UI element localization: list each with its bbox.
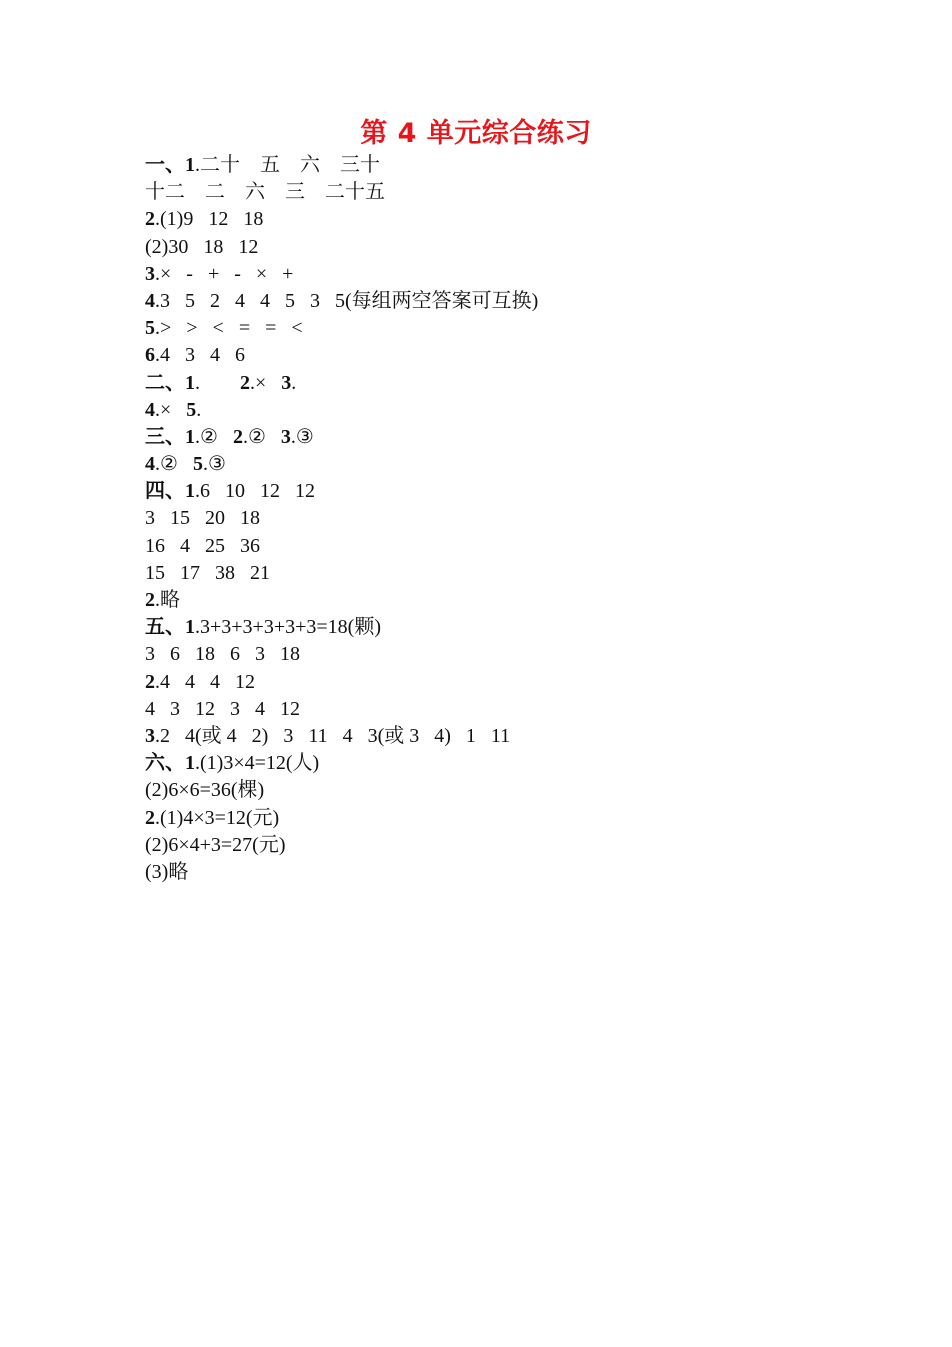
answer-line — [145, 152, 845, 179]
answer-label: 2 — [145, 806, 155, 829]
answer-label: 2 — [232, 425, 243, 448]
answer-label: 4 — [145, 398, 155, 421]
answer-text: .② — [242, 425, 281, 448]
answer-text: (3)略 — [145, 860, 189, 883]
answer-line — [145, 641, 845, 668]
answer-label: 3 — [145, 262, 155, 285]
answer-line — [145, 614, 845, 641]
answer-label: 5 — [186, 398, 197, 421]
answer-line — [145, 560, 845, 587]
answer-text: . — [196, 398, 202, 421]
answer-text: 16 4 25 36 — [145, 534, 260, 557]
answer-line — [145, 669, 845, 696]
answer-text: .二十 五 六 三十 — [195, 154, 380, 176]
answer-text: (2)6×6=36(棵) — [145, 779, 265, 802]
answer-label: 3 — [281, 371, 292, 394]
answer-label: 二、1 — [145, 371, 195, 394]
answer-label: 4 — [145, 453, 155, 476]
answer-line — [145, 832, 845, 859]
answer-text: .4 3 4 6 — [155, 344, 245, 367]
answer-text: .③ — [290, 425, 314, 448]
answer-line — [145, 805, 845, 832]
answer-label: 2 — [145, 589, 155, 611]
answer-line — [145, 342, 845, 369]
answer-text: .4 4 4 12 — [155, 670, 255, 693]
answer-text: .(1)3×4=12(人) — [195, 752, 320, 775]
answer-text: .2 4(或 4 2) 3 11 4 3(或 3 4) 1 11 — [155, 724, 511, 747]
answer-line — [145, 533, 845, 560]
answer-line — [145, 261, 845, 288]
answer-text: .② — [155, 453, 193, 476]
answer-line — [145, 288, 845, 315]
answer-text: .> > < = = < — [155, 317, 303, 340]
answer-line — [145, 478, 845, 505]
answer-line — [145, 723, 845, 750]
answer-line — [145, 370, 845, 397]
answer-label: 4 — [145, 289, 155, 312]
answer-text: (2)30 18 12 — [145, 235, 259, 258]
answer-text: .6 10 12 12 — [195, 480, 315, 503]
answer-text: 3 15 20 18 — [145, 507, 260, 530]
answer-label: 2 — [145, 670, 155, 693]
answer-line — [145, 206, 845, 233]
answer-text: . — [291, 371, 297, 394]
answer-text: 3 6 18 6 3 18 — [145, 643, 300, 666]
answer-text: .× — [250, 371, 282, 394]
answer-label: 3 — [145, 724, 155, 747]
answer-text: (2)6×4+3=27(元) — [145, 833, 286, 856]
answer-text: .(1)4×3=12(元) — [155, 806, 280, 829]
answer-label: 三、1 — [145, 425, 195, 448]
answer-line — [145, 424, 845, 451]
answer-text: .3 5 2 4 4 5 3 5(每组两空答案可互换) — [155, 289, 539, 312]
answer-label: 五、1 — [145, 616, 195, 639]
answer-text: .3+3+3+3+3+3=18(颗) — [195, 616, 381, 639]
answer-label: 5 — [145, 317, 155, 340]
answer-line — [145, 397, 845, 424]
answer-label: 2 — [145, 208, 155, 231]
page-title: 第 4 单元综合练习 — [360, 118, 592, 149]
answer-text: .③ — [202, 453, 226, 476]
answer-line — [145, 859, 845, 886]
answer-label: 一、1 — [145, 154, 195, 176]
answer-text: . — [195, 371, 240, 394]
answer-line — [145, 315, 845, 342]
answer-label: 5 — [192, 453, 203, 476]
answer-label: 2 — [240, 371, 250, 394]
answer-text: .略 — [155, 589, 180, 611]
answer-line — [145, 777, 845, 804]
answer-text: .(1)9 12 18 — [155, 208, 264, 231]
answer-text: .② — [195, 425, 233, 448]
answer-text: 十二 二 六 三 二十五 — [145, 181, 385, 204]
answer-label: 3 — [280, 425, 291, 448]
answer-list — [145, 152, 845, 886]
answer-line — [145, 451, 845, 478]
answer-line — [145, 179, 845, 206]
answer-text: .× — [155, 398, 187, 421]
answer-text: .× - + - × + — [155, 262, 294, 285]
answer-label: 6 — [145, 344, 155, 367]
answer-text: 4 3 12 3 4 12 — [145, 697, 300, 720]
answer-line — [145, 587, 845, 614]
answer-line — [145, 505, 845, 532]
answer-line — [145, 750, 845, 777]
answer-line — [145, 234, 845, 261]
answer-label: 四、1 — [145, 480, 195, 503]
answer-line — [145, 696, 845, 723]
answer-label: 六、1 — [145, 752, 195, 775]
answer-text: 15 17 38 21 — [145, 561, 270, 584]
